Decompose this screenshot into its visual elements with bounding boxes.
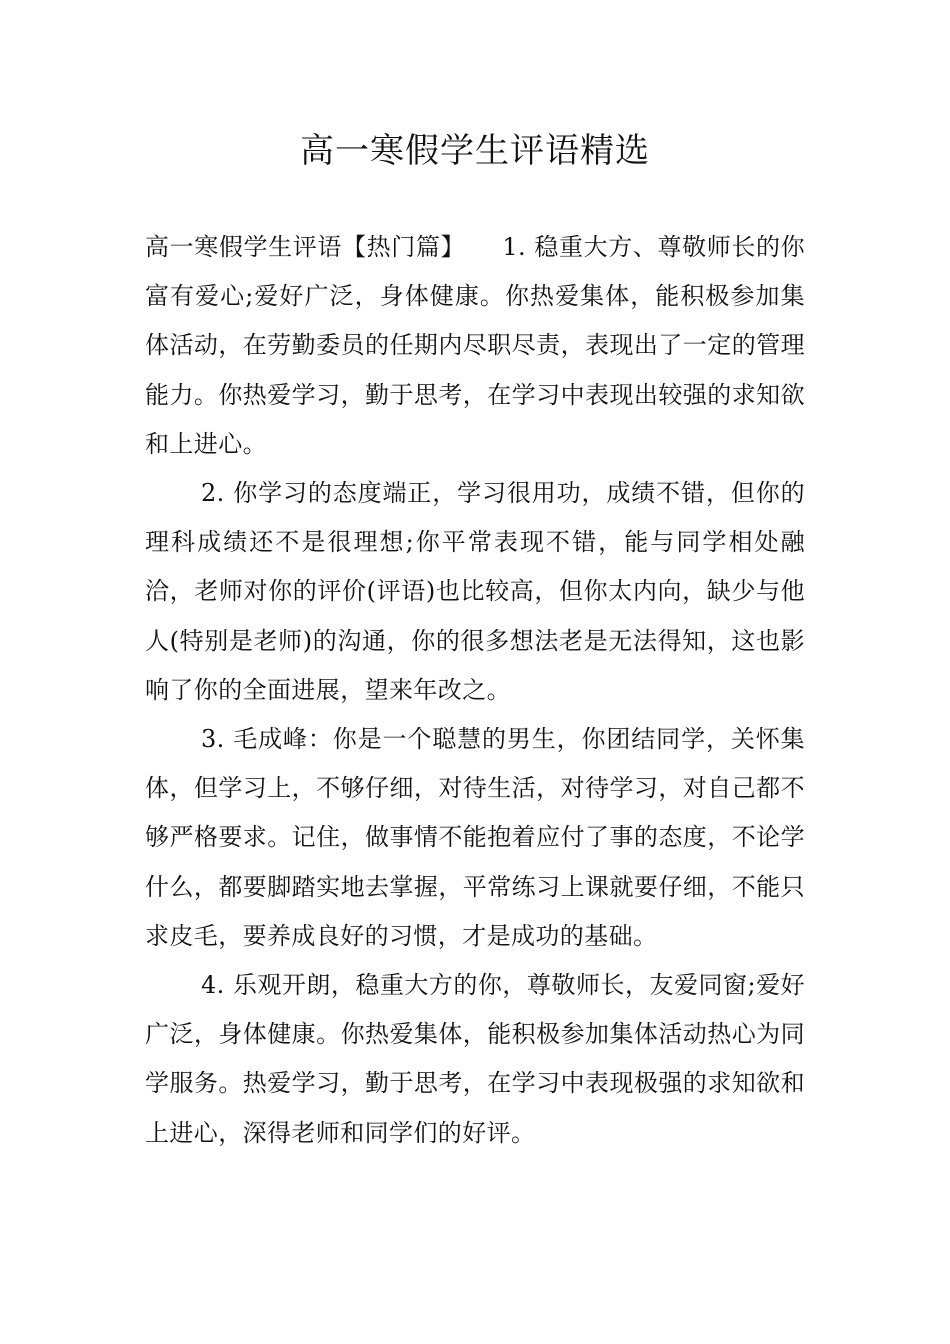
paragraph-1: 高一寒假学生评语【热门篇】 1. 稳重大方、尊敬师长的你富有爱心;爱好广泛，身体健康。你热爱集体，能积极参加集体活动，在劳勤委员的任期内尽职尽责，表现出了一定的管理能力。你热爱学习，勤于思考，在学习中表现出较强的求知欲和上进心。 <box>145 233 805 458</box>
page-title: 高一寒假学生评语精选 <box>300 131 650 171</box>
paragraph-3: 3. 毛成峰：你是一个聪慧的男生，你团结同学，关怀集体，但学习上，不够仔细，对待生活，对待学习，对自己都不够严格要求。记住，做事情不能抱着应付了事的态度，不论学什么，都要脚踏实地去掌握，平常练习上课就要仔细，不能只求皮毛，要养成良好的习惯，才是成功的基础。 <box>145 725 805 950</box>
document-body <box>145 223 805 1158</box>
paragraph-4: 4. 乐观开朗，稳重大方的你，尊敬师长，友爱同窗;爱好广泛，身体健康。你热爱集体，能积极参加集体活动热心为同学服务。热爱学习，勤于思考，在学习中表现极强的求知欲和上进心，深得老师和同学们的好评。 <box>145 971 805 1147</box>
paragraph-2: 2. 你学习的态度端正，学习很用功，成绩不错，但你的理科成绩还不是很理想;你平常表现不错，能与同学相处融洽，老师对你的评价(评语)也比较高，但你太内向，缺少与他人(特别是老师)的沟通，你的很多想法老是无法得知，这也影响了你的全面进展，望来年改之。 <box>145 479 805 704</box>
